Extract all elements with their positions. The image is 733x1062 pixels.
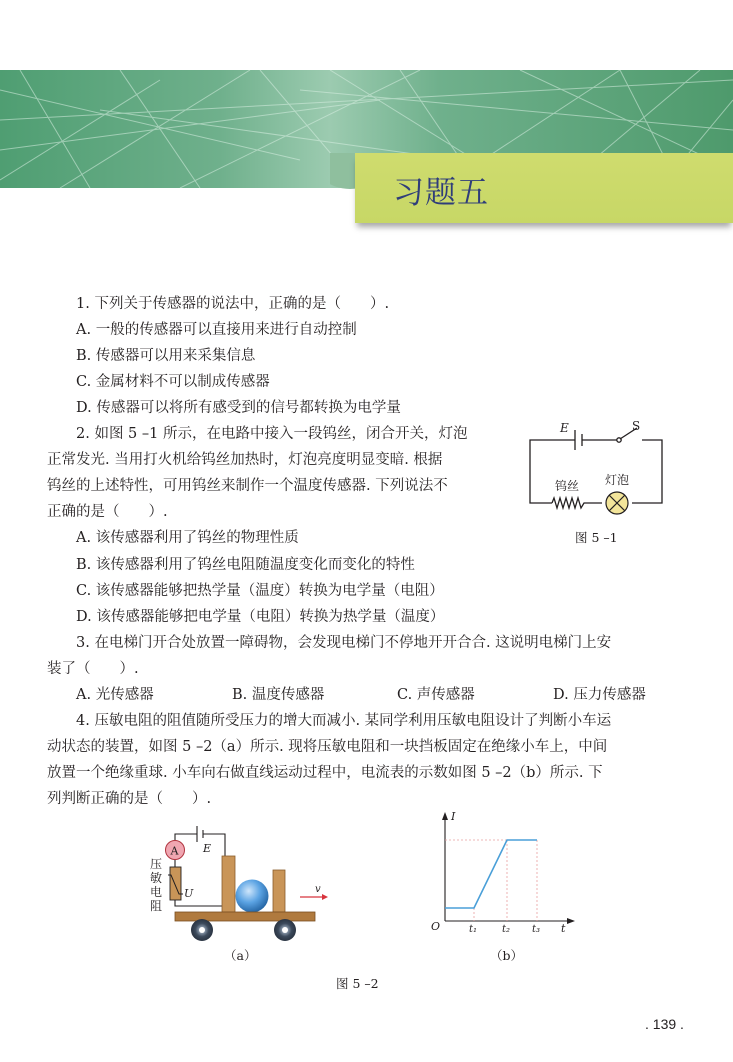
label-tungsten: 钨丝 [555,479,580,493]
question-3-stem-line-1: 3. 在电梯门开合处放置一障碍物，会发现电梯门不停地开开合合. 这说明电梯门上安 [76,635,612,651]
u-label: U [184,887,194,900]
question-4-stem-line-3: 放置一个绝缘重球. 小车向右做直线运动过程中，电流表的示数如图 5 –2（b）所示. 下 [47,765,603,781]
question-2-stem-line-2: 正常发光. 当用打火机给钨丝加热时，灯泡亮度明显变暗. 根据 [47,452,443,468]
question-3-option-b: B. 温度传感器 [232,687,325,703]
question-4-stem-line-2: 动状态的装置，如图 5 –2（a）所示. 现将压敏电阻和一块挡板固定在绝缘小车上，中间 [47,739,608,755]
svg-text:敏: 敏 [150,871,163,885]
figure-5-2b-current-graph [425,808,585,938]
tick-t1: t₁ [469,924,478,935]
figure-5-2-caption: 图 5 –2 [336,976,379,991]
question-3-option-d: D. 压力传感器 [553,687,646,703]
figure-5-2b-caption: （b） [490,948,524,963]
figure-5-1-caption: 图 5 –1 [575,530,618,545]
question-1-option-a: A. 一般的传感器可以直接用来进行自动控制 [76,322,357,338]
figure-5-2a-caption: （a） [224,948,257,963]
question-2-stem-line-1: 2. 如图 5 –1 所示，在电路中接入一段钨丝，闭合开关，灯泡 [76,426,468,442]
tick-t3: t₃ [532,924,541,935]
label-bulb: 灯泡 [605,473,630,487]
question-3-option-c: C. 声传感器 [397,687,475,703]
page-number: . 139 . [645,1016,684,1032]
question-2-option-d: D. 该传感器能够把电学量（电阻）转换为热学量（温度） [76,609,445,625]
ammeter-label: A [170,844,179,858]
tick-t2: t₂ [502,924,511,935]
current-line [445,840,537,908]
chapter-title: 习题五 [393,175,489,211]
question-2-option-b: B. 该传感器利用了钨丝电阻随温度变化而变化的特性 [76,557,415,573]
question-1-option-c: C. 金属材料不可以制成传感器 [76,374,270,390]
question-4-stem-line-4: 列判断正确的是（ ）. [47,791,212,807]
velocity-label: v [315,884,321,895]
battery-label: E [203,842,212,855]
svg-text:阻: 阻 [150,899,163,913]
figure-5-1-circuit [522,418,677,518]
origin-label: O [431,920,441,933]
question-4-stem-line-1: 4. 压敏电阻的阻值随所受压力的增大而减小. 某同学利用压敏电阻设计了判断小车运 [76,713,612,729]
question-3-stem-line-2: 装了（ ）. [47,661,139,677]
axis-label-i: I [451,810,456,823]
question-1-option-b: B. 传感器可以用来采集信息 [76,348,256,364]
question-2-option-a: A. 该传感器利用了钨丝的物理性质 [76,530,299,546]
question-2-stem-line-4: 正确的是（ ）. [47,504,168,520]
label-e: E [560,421,569,435]
svg-text:压: 压 [150,857,163,871]
axis-label-t: t [561,922,566,935]
question-2-stem-line-3: 钨丝的上述特性，可用钨丝来制作一个温度传感器. 下列说法不 [47,478,448,494]
question-1-option-d: D. 传感器可以将所有感受到的信号都转换为电学量 [76,400,401,416]
question-2-option-c: C. 该传感器能够把热学量（温度）转换为电学量（电阻） [76,583,444,599]
label-s: S [632,419,641,433]
question-3-option-a: A. 光传感器 [76,687,154,703]
question-1-stem: 1. 下列关于传感器的说法中，正确的是（ ）. [76,296,390,312]
svg-text:电: 电 [150,885,163,899]
